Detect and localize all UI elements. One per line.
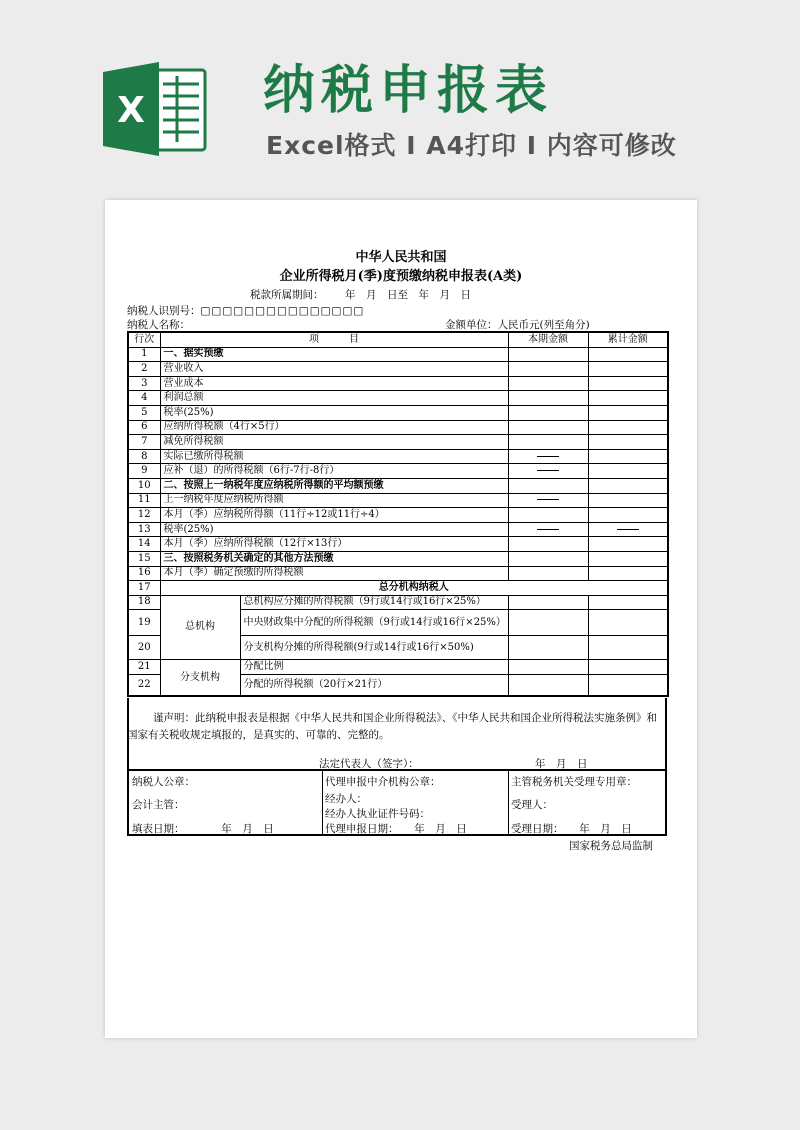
table-row [128,537,668,552]
excel-icon [103,62,207,156]
taxpayer-id-line [127,303,364,318]
form-title: 企业所得税月(季)度预缴纳税申报表(A类) [279,269,523,284]
row-number: 22 [128,674,160,696]
row-item: 本月（季）应纳税所得额（11行÷12或11行÷4） [160,508,508,523]
current-amount-cell[interactable] [508,391,588,406]
current-amount-cell[interactable] [508,435,588,450]
table-row [128,595,668,610]
row-item: 总机构应分摊的所得税额（9行或14行或16行×25%） [240,595,508,610]
row-number: 3 [128,376,160,391]
cumulative-amount-cell[interactable] [588,435,668,450]
banner-subtitle: Excel格式 I A4打印 I 内容可修改 [266,131,677,160]
table-row [128,449,668,464]
row-item: 税率(25%) [160,522,508,537]
row-item: 上一纳税年度应纳税所得额 [160,493,508,508]
table-row [128,391,668,406]
cumulative-amount-cell[interactable] [588,405,668,420]
current-amount-cell[interactable] [508,595,588,610]
current-amount-cell[interactable] [508,610,588,636]
row-item: 三、按照税务机关确定的其他方法预缴 [160,551,508,566]
agent-date-label[interactable]: 代理申报日期： 年 月 日 [325,823,467,835]
current-amount-cell[interactable] [508,508,588,523]
cumulative-amount-cell[interactable] [588,376,668,391]
not-applicable-dash [617,529,639,530]
row-number: 13 [128,522,160,537]
not-applicable-dash [537,529,559,530]
row-number: 16 [128,566,160,581]
current-amount-cell[interactable] [508,493,588,508]
header-row-no: 行次 [128,332,160,347]
table-row [128,508,668,523]
cumulative-amount-cell[interactable] [588,420,668,435]
row-item: 本月（季）应纳所得税额（12行×13行） [160,537,508,552]
current-amount-cell[interactable] [508,362,588,377]
header-current: 本期金额 [508,332,588,347]
legal-rep-label: 法定代表人（签字）： [319,758,419,770]
cumulative-amount-cell[interactable] [588,493,668,508]
tax-table [127,331,669,697]
table-row [128,478,668,493]
row-number: 7 [128,435,160,450]
authority-seal-label[interactable]: 主管税务机关受理专用章： [511,776,637,788]
row-item: 应纳所得税额（4行×5行） [160,420,508,435]
row-item: 营业成本 [160,376,508,391]
row-item: 利润总额 [160,391,508,406]
cumulative-amount-cell[interactable] [588,391,668,406]
row-number: 17 [128,581,160,596]
current-amount-cell[interactable] [508,478,588,493]
table-row [128,566,668,581]
table-row [128,581,668,596]
table-row [128,522,668,537]
row-item: 二、按照上一纳税年度应纳税所得额的平均额预缴 [160,478,508,493]
banner-title: 纳税申报表 [263,61,554,121]
table-row [128,347,668,362]
cumulative-amount-cell[interactable] [588,636,668,660]
current-amount-cell[interactable] [508,522,588,537]
taxpayer-id-label: 纳税人识别号： [127,305,201,317]
table-row [128,464,668,479]
cumulative-amount-cell[interactable] [588,566,668,581]
agent-column [322,771,509,834]
row-item: 税率(25%) [160,405,508,420]
cumulative-amount-cell[interactable] [588,674,668,696]
current-amount-cell[interactable] [508,674,588,696]
fill-date-label[interactable]: 填表日期： 年 月 日 [132,823,274,835]
cumulative-amount-cell[interactable] [588,660,668,675]
receive-date-label[interactable]: 受理日期： 年 月 日 [511,823,632,835]
row-number: 12 [128,508,160,523]
row-number: 2 [128,362,160,377]
current-amount-cell[interactable] [508,566,588,581]
cumulative-amount-cell[interactable] [588,551,668,566]
receiver-label[interactable]: 受理人： [511,799,553,811]
supervisor-note: 国家税务总局监制 [569,840,653,852]
taxpayer-id-boxes[interactable]: □□□□□□□□□□□□□□□ [200,305,365,317]
cumulative-amount-cell[interactable] [588,537,668,552]
period-value[interactable]: 年 月 日至 年 月 日 [345,289,471,301]
declaration-text: 谨声明：此纳税申报表是根据《中华人民共和国企业所得税法》、《中华人民共和国企业所得税法实施条例》和国家有关税收规定填报的，是真实的、可靠的、完整的。 [127,712,657,741]
current-amount-cell[interactable] [508,449,588,464]
row-item: 营业收入 [160,362,508,377]
banner [0,0,800,185]
cumulative-amount-cell[interactable] [588,610,668,636]
cumulative-amount-cell[interactable] [588,464,668,479]
row-item: 应补（退）的所得税额（6行-7行-8行） [160,464,508,479]
not-applicable-dash [537,499,559,500]
cumulative-amount-cell[interactable] [588,347,668,362]
table-row [128,405,668,420]
row-item: 分支机构分摊的所得税额(9行或14行或16行×50%) [240,636,508,660]
row-number: 1 [128,347,160,362]
row-number: 11 [128,493,160,508]
row-number: 21 [128,660,160,675]
row-number: 9 [128,464,160,479]
excel-logo-letter: X [117,90,145,131]
row-number: 4 [128,391,160,406]
row-item: 中央财政集中分配的所得税额（9行或14行或16行×25%） [240,610,508,636]
current-amount-cell[interactable] [508,551,588,566]
row-number: 5 [128,405,160,420]
period-label: 税款所属期间： [250,289,324,301]
taxpayer-seal-column [129,771,323,834]
tax-authority-column [508,771,667,834]
row-item: 分配的所得税额（20行×21行） [240,674,508,696]
current-amount-cell[interactable] [508,347,588,362]
agent-handler-label[interactable]: 经办人： [325,793,367,805]
row-number: 15 [128,551,160,566]
cumulative-amount-cell[interactable] [588,508,668,523]
cumulative-amount-cell[interactable] [588,522,668,537]
current-amount-cell[interactable] [508,464,588,479]
row-item: 减免所得税额 [160,435,508,450]
header-item: 项 目 [160,332,508,347]
row-number: 19 [128,610,160,636]
table-row [128,551,668,566]
cumulative-amount-cell[interactable] [588,595,668,610]
accounting-head-label[interactable]: 会计主管： [132,799,185,811]
hq-group-label: 总机构 [160,595,240,660]
section-header: 总分机构纳税人 [160,581,668,596]
row-item: 一、据实预缴 [160,347,508,362]
form-title-country: 中华人民共和国 [355,250,447,265]
current-amount-cell[interactable] [508,660,588,675]
header-cumulative: 累计金额 [588,332,668,347]
cumulative-amount-cell[interactable] [588,449,668,464]
signature-block [127,770,667,836]
table-header-row [128,332,668,347]
not-applicable-dash [537,470,559,471]
agent-seal-label[interactable]: 代理申报中介机构公章： [325,776,441,788]
row-number: 14 [128,537,160,552]
table-row [128,493,668,508]
row-item: 本月（季）确定预缴的所得税额 [160,566,508,581]
branch-group-label: 分支机构 [160,660,240,697]
tax-table-body [128,332,668,696]
row-number: 18 [128,595,160,610]
table-row [128,435,668,450]
table-row [128,376,668,391]
agent-license-label[interactable]: 经办人执业证件号码： [325,808,430,820]
row-number: 10 [128,478,160,493]
current-amount-cell[interactable] [508,376,588,391]
current-amount-cell[interactable] [508,636,588,660]
table-row [128,362,668,377]
current-amount-cell[interactable] [508,537,588,552]
current-amount-cell[interactable] [508,405,588,420]
row-item: 分配比例 [240,660,508,675]
cumulative-amount-cell[interactable] [588,362,668,377]
row-item: 实际已缴所得税额 [160,449,508,464]
table-row [128,660,668,675]
row-number: 6 [128,420,160,435]
not-applicable-dash [537,456,559,457]
current-amount-cell[interactable] [508,420,588,435]
amount-unit: 金额单位：人民币元(列至角分) [445,319,590,331]
taxpayer-name-label: 纳税人名称： [127,319,190,331]
row-number: 8 [128,449,160,464]
cumulative-amount-cell[interactable] [588,478,668,493]
legal-rep-date[interactable]: 年 月 日 [535,758,588,770]
form-sheet [105,200,697,1038]
taxpayer-seal-label[interactable]: 纳税人公章： [132,776,195,788]
table-row [128,420,668,435]
row-number: 20 [128,636,160,660]
